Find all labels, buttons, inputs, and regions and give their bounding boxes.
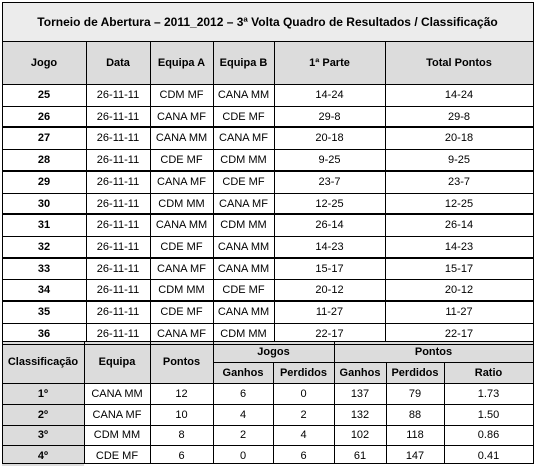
header-jogos-perdidos: Perdidos xyxy=(273,362,334,383)
cell-jogos-ganhos: 4 xyxy=(239,408,247,421)
header-jogos-group: Jogos xyxy=(213,341,334,362)
cell-total-pontos: 26-14 xyxy=(444,219,474,231)
grid-line xyxy=(150,41,151,342)
cell-equipa-b: CDM MM xyxy=(220,154,267,166)
cell-jogos-ganhos: 2 xyxy=(239,429,247,441)
grid-line xyxy=(2,149,534,150)
cell-jogos-perdidos: 2 xyxy=(300,408,307,421)
cell-equipa: CANA MM xyxy=(91,387,143,400)
cell-total-pontos: 22-17 xyxy=(444,327,474,340)
header-total-pontos: Total Pontos xyxy=(385,41,533,84)
cell-pontos: 12 xyxy=(175,387,188,400)
cell-1a-parte: 26-14 xyxy=(315,219,344,231)
cell-equipa-b: CANA MM xyxy=(217,89,270,101)
cell-equipa-a: CDM MM xyxy=(158,284,205,296)
cell-data: 26-11-11 xyxy=(96,241,140,253)
cell-equipa-b: CANA MF xyxy=(219,197,268,210)
cell-1a-parte: 12-25 xyxy=(315,197,344,210)
cell-pontos-ganhos: 137 xyxy=(350,387,370,400)
grid-line xyxy=(386,362,387,464)
cell-data: 26-11-11 xyxy=(96,154,140,166)
header-pontos: Pontos xyxy=(150,341,213,383)
cell-equipa-b: CDE MF xyxy=(222,176,265,188)
cell-total-pontos: 14-24 xyxy=(444,89,474,101)
cell-equipa-b: CANA MM xyxy=(217,241,270,253)
header-jogos-ganhos: Ganhos xyxy=(213,362,273,383)
grid-line xyxy=(2,84,534,85)
grid-line xyxy=(2,2,534,3)
cell-data: 26-11-11 xyxy=(96,197,140,210)
cell-jogo: 33 xyxy=(37,262,51,275)
grid-line xyxy=(273,362,274,464)
header-equipa-a: Equipa A xyxy=(150,41,213,84)
header-1a-parte: 1ª Parte xyxy=(274,41,385,84)
grid-line xyxy=(2,126,534,128)
cell-classificacao: 4º xyxy=(2,445,84,466)
grid-line xyxy=(2,445,534,446)
cell-equipa-a: CANA MM xyxy=(155,219,208,231)
cell-pontos-perdidos: 147 xyxy=(405,449,425,462)
cell-jogo: 25 xyxy=(37,89,51,101)
cell-equipa-b: CDM MM xyxy=(220,327,267,340)
grid-line xyxy=(2,344,534,345)
cell-1a-parte: 9-25 xyxy=(318,154,341,166)
grid-line xyxy=(533,2,534,464)
cell-equipa-b: CANA MM xyxy=(217,306,270,318)
header-pontos-perdidos: Perdidos xyxy=(386,362,444,383)
cell-1a-parte: 23-7 xyxy=(318,176,341,188)
grid-line xyxy=(385,41,386,342)
grid-line xyxy=(2,383,534,384)
grid-line xyxy=(444,362,445,464)
cell-equipa-a: CANA MM xyxy=(155,132,208,144)
cell-equipa: CANA MF xyxy=(92,408,142,421)
grid-line xyxy=(2,463,534,464)
cell-data: 26-11-11 xyxy=(96,176,140,188)
cell-jogos-perdidos: 4 xyxy=(300,429,307,441)
cell-total-pontos: 23-7 xyxy=(447,176,471,188)
cell-data: 26-11-11 xyxy=(96,284,140,296)
cell-equipa-b: CANA MM xyxy=(217,262,270,275)
header-equipa: Equipa xyxy=(84,341,150,383)
cell-jogo: 32 xyxy=(37,241,51,253)
cell-1a-parte: 14-24 xyxy=(315,89,344,101)
cell-equipa-a: CDM MM xyxy=(158,197,205,210)
cell-equipa-b: CDE MF xyxy=(222,110,265,123)
cell-classificacao: 3º xyxy=(2,425,84,445)
cell-pontos: 10 xyxy=(175,408,188,421)
cell-equipa-a: CANA MF xyxy=(157,327,206,340)
grid-line xyxy=(2,213,534,215)
cell-jogo: 36 xyxy=(37,327,51,340)
cell-equipa-a: CDE MF xyxy=(160,154,203,166)
cell-total-pontos: 12-25 xyxy=(444,197,474,210)
cell-equipa-b: CANA MF xyxy=(219,132,268,144)
cell-ratio: 0.86 xyxy=(477,429,500,441)
cell-ratio: 1.50 xyxy=(477,408,500,421)
cell-ratio: 1.73 xyxy=(477,387,500,400)
cell-ratio: 0.41 xyxy=(477,449,500,462)
cell-data: 26-11-11 xyxy=(96,89,140,101)
header-pontos-group: Pontos xyxy=(334,341,533,362)
cell-equipa-a: CDE MF xyxy=(160,306,203,318)
cell-equipa-a: CANA MF xyxy=(157,176,206,188)
cell-jogo: 29 xyxy=(37,176,51,188)
cell-total-pontos: 20-18 xyxy=(444,132,474,144)
cell-classificacao: 2º xyxy=(2,404,84,425)
grid-line xyxy=(274,41,275,342)
grid-line xyxy=(2,2,3,464)
cell-1a-parte: 11-27 xyxy=(315,306,344,318)
cell-total-pontos: 11-27 xyxy=(445,306,473,318)
header-ratio: Ratio xyxy=(444,362,533,383)
cell-classificacao: 1º xyxy=(2,383,84,404)
grid-line xyxy=(2,236,534,237)
cell-data: 26-11-11 xyxy=(96,219,140,231)
header-data: Data xyxy=(86,41,150,84)
cell-pontos-ganhos: 61 xyxy=(353,449,367,462)
cell-equipa-a: CANA MF xyxy=(157,262,206,275)
cell-jogo: 26 xyxy=(37,110,51,123)
cell-equipa-a: CDE MF xyxy=(160,241,203,253)
cell-data: 26-11-11 xyxy=(96,262,140,275)
cell-data: 26-11-11 xyxy=(96,110,140,123)
cell-equipa-b: CDE MF xyxy=(222,284,265,296)
cell-total-pontos: 14-23 xyxy=(444,241,474,253)
grid-line xyxy=(2,341,534,342)
grid-line xyxy=(2,41,534,42)
grid-line xyxy=(2,170,534,172)
cell-equipa-b: CDM MM xyxy=(220,219,267,231)
header-equipa-b: Equipa B xyxy=(213,41,274,84)
cell-jogos-perdidos: 0 xyxy=(300,387,307,400)
cell-pontos-ganhos: 132 xyxy=(350,408,370,421)
cell-jogo: 28 xyxy=(37,154,51,166)
cell-1a-parte: 29-8 xyxy=(318,110,341,123)
cell-1a-parte: 22-17 xyxy=(315,327,344,340)
cell-total-pontos: 29-8 xyxy=(447,110,471,123)
cell-jogos-perdidos: 6 xyxy=(300,449,307,462)
cell-pontos-perdidos: 79 xyxy=(408,387,422,400)
cell-jogos-ganhos: 6 xyxy=(239,387,247,400)
header-classificacao: Classificação xyxy=(2,341,84,383)
grid-line xyxy=(213,41,214,342)
cell-equipa-a: CANA MF xyxy=(157,110,206,123)
cell-jogos-ganhos: 0 xyxy=(239,449,247,462)
header-jogo: Jogo xyxy=(2,41,86,84)
cell-data: 26-11-11 xyxy=(96,132,140,144)
grid-line xyxy=(86,41,87,342)
cell-pontos-ganhos: 102 xyxy=(350,429,370,441)
grid-line xyxy=(2,257,534,259)
sheet-title: Torneio de Abertura – 2011_2012 – 3ª Volta Quadro de Resultados / Classificação xyxy=(2,2,533,41)
grid-line xyxy=(213,362,534,363)
cell-1a-parte: 20-12 xyxy=(315,284,344,296)
grid-line xyxy=(2,323,534,324)
grid-line xyxy=(2,193,534,194)
cell-total-pontos: 15-17 xyxy=(444,262,474,275)
grid-line xyxy=(2,404,534,405)
cell-total-pontos: 9-25 xyxy=(447,154,471,166)
cell-pontos: 8 xyxy=(178,429,185,441)
cell-jogo: 27 xyxy=(37,132,51,144)
cell-equipa-a: CDM MF xyxy=(159,89,204,101)
cell-1a-parte: 20-18 xyxy=(315,132,344,144)
grid-line xyxy=(2,279,534,280)
cell-equipa: CDE MF xyxy=(95,449,139,462)
cell-total-pontos: 20-12 xyxy=(444,284,474,296)
cell-pontos-perdidos: 88 xyxy=(408,408,422,421)
cell-jogo: 31 xyxy=(37,219,51,231)
header-pontos-ganhos: Ganhos xyxy=(334,362,386,383)
cell-data: 26-11-11 xyxy=(96,327,140,340)
grid-line xyxy=(2,300,534,302)
cell-data: 26-11-11 xyxy=(96,306,140,318)
cell-equipa: CDM MM xyxy=(93,429,141,441)
cell-jogo: 34 xyxy=(37,284,51,296)
cell-1a-parte: 15-17 xyxy=(315,262,344,275)
grid-line xyxy=(2,106,534,107)
cell-jogo: 35 xyxy=(37,306,51,318)
cell-pontos-perdidos: 118 xyxy=(406,429,424,441)
cell-1a-parte: 14-23 xyxy=(315,241,344,253)
grid-line xyxy=(2,425,534,426)
cell-pontos: 6 xyxy=(178,449,185,462)
cell-jogo: 30 xyxy=(37,197,51,210)
